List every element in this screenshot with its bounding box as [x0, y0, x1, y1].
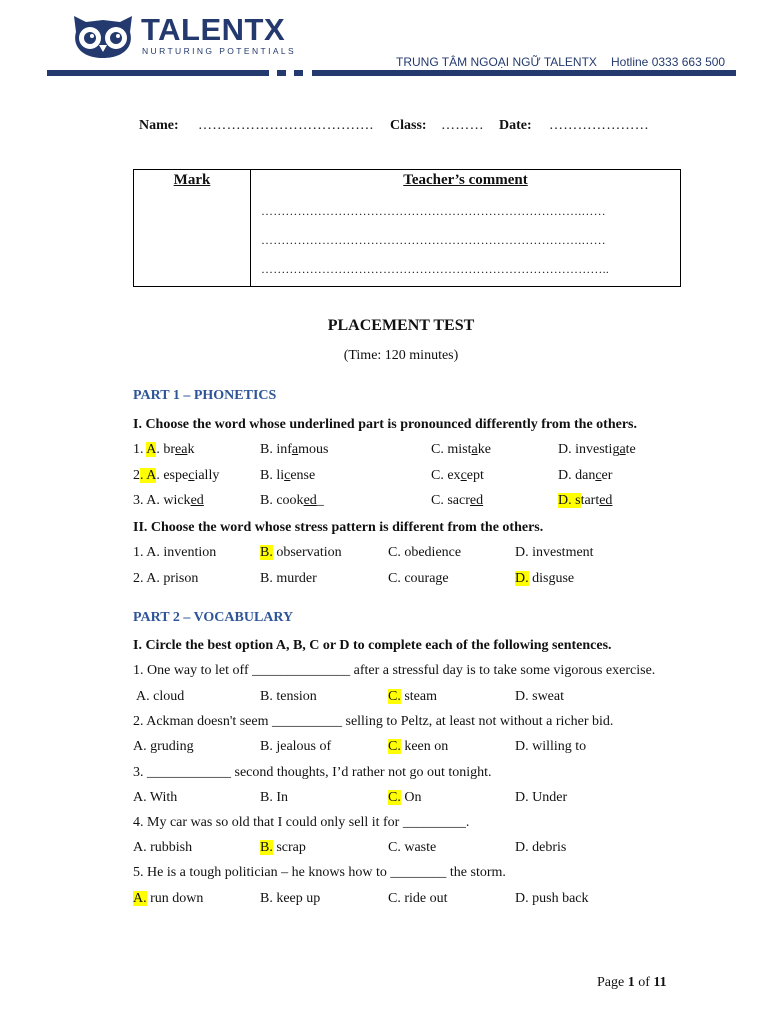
part2-heading: PART 2 – VOCABULARY [133, 610, 294, 625]
question-option-b[interactable]: B. murder [260, 571, 317, 586]
question-option-d[interactable]: D. dancer [558, 468, 613, 483]
question-option-b[interactable]: B. In [260, 790, 289, 805]
question-option-a[interactable]: 2. A. especially [133, 468, 220, 483]
question-stem: 3. ____________ second thoughts, I’d rather not go out tonight. [133, 765, 492, 780]
name-label: Name: [139, 118, 179, 133]
question-option-b[interactable]: B. cooked_ [260, 493, 324, 508]
question-option-a[interactable]: 1. A. break [133, 442, 195, 457]
question-stem: 1. One way to let off ______________ after a stressful day is to take some vigorous exercise. [133, 663, 656, 678]
brand-name: TALENTX [141, 12, 286, 47]
part1-sec1-instruction: I. Choose the word whose underlined part is pronounced differently from the others. [133, 417, 638, 432]
question-option-c[interactable]: C. sacred [431, 493, 484, 508]
question-option-b[interactable]: B. infamous [260, 442, 329, 457]
question-stem: 4. My car was so old that I could only sell it for _________. [133, 815, 470, 830]
question-option-c[interactable]: C. waste [388, 840, 437, 855]
page-number: Page 1 of 11 [597, 975, 667, 990]
test-title: PLACEMENT TEST [327, 317, 475, 334]
question-option-a[interactable]: A. gruding [133, 739, 194, 754]
part2-instruction: I. Circle the best option A, B, C or D to complete each of the following sentences. [133, 638, 612, 653]
question-option-d[interactable]: D. started [558, 493, 613, 508]
question-option-b[interactable]: B. observation [260, 545, 342, 560]
question-option-a[interactable]: A. With [133, 790, 178, 805]
question-option-d[interactable]: D. disguse [515, 571, 575, 586]
part1-heading: PART 1 – PHONETICS [133, 388, 277, 403]
question-option-c[interactable]: C. keen on [388, 739, 449, 754]
hotline: Hotline 0333 663 500 [611, 55, 726, 69]
question-stem: 5. He is a tough politician – he knows how to ________ the storm. [133, 865, 506, 880]
question-option-a[interactable]: A. cloud [136, 689, 185, 704]
question-option-d[interactable]: D. debris [515, 840, 567, 855]
question-option-d[interactable]: D. Under [515, 790, 568, 805]
question-option-a[interactable]: 3. A. wicked [133, 493, 204, 508]
question-option-d[interactable]: D. push back [515, 891, 589, 906]
class-label: Class: [390, 118, 427, 133]
question-option-b[interactable]: B. license [260, 468, 316, 483]
question-option-c[interactable]: C. ride out [388, 891, 448, 906]
brand-tagline: NURTURING POTENTIALS [142, 46, 297, 56]
question-stem: 2. Ackman doesn't seem __________ selling to Peltz, at least not without a richer bid. [133, 714, 614, 729]
question-option-c[interactable]: C. steam [388, 689, 437, 704]
question-option-d[interactable]: D. investigate [558, 442, 636, 457]
question-option-c[interactable]: C. mistake [431, 442, 491, 457]
question-option-b[interactable]: B. jealous of [260, 739, 332, 754]
question-option-a[interactable]: A. run down [133, 891, 204, 906]
question-option-d[interactable]: D. investment [515, 545, 594, 560]
comment-line[interactable]: …………………………………………………………………….…… [261, 204, 606, 218]
header-rule-dot [277, 70, 286, 76]
question-option-a[interactable]: 1. A. invention [133, 545, 217, 560]
question-option-c[interactable]: C. On [388, 790, 422, 805]
question-option-b[interactable]: B. tension [260, 689, 317, 704]
comment-line[interactable]: ………………………………………………………………………….. [261, 262, 609, 276]
question-option-b[interactable]: B. keep up [260, 891, 321, 906]
question-option-c[interactable]: C. obedience [388, 545, 462, 560]
question-option-c[interactable]: C. except [431, 468, 484, 483]
class-field[interactable]: ……… [441, 118, 484, 133]
date-field[interactable]: ………………… [549, 118, 650, 133]
question-option-c[interactable]: C. courage [388, 571, 449, 586]
center-name: TRUNG TÂM NGOẠI NGỮ TALENTX [396, 55, 597, 69]
part1-sec2-instruction: II. Choose the word whose stress pattern is different from the others. [133, 520, 544, 535]
question-option-a[interactable]: 2. A. prison [133, 571, 199, 586]
owl-logo-icon [68, 12, 138, 60]
mark-table [133, 169, 681, 287]
comment-header: Teacher’s comment [403, 172, 528, 188]
header-rule-right [312, 70, 736, 76]
test-time: (Time: 120 minutes) [343, 348, 459, 363]
question-option-a[interactable]: A. rubbish [133, 840, 193, 855]
comment-line[interactable]: …………………………………………………………………….…… [261, 233, 606, 247]
mark-header: Mark [173, 172, 211, 188]
question-option-b[interactable]: B. scrap [260, 840, 306, 855]
date-label: Date: [499, 118, 532, 133]
question-option-d[interactable]: D. willing to [515, 739, 587, 754]
question-option-d[interactable]: D. sweat [515, 689, 565, 704]
header-rule-dot [294, 70, 303, 76]
header-rule-left [47, 70, 269, 76]
name-field[interactable]: ………………………………. [198, 118, 374, 133]
